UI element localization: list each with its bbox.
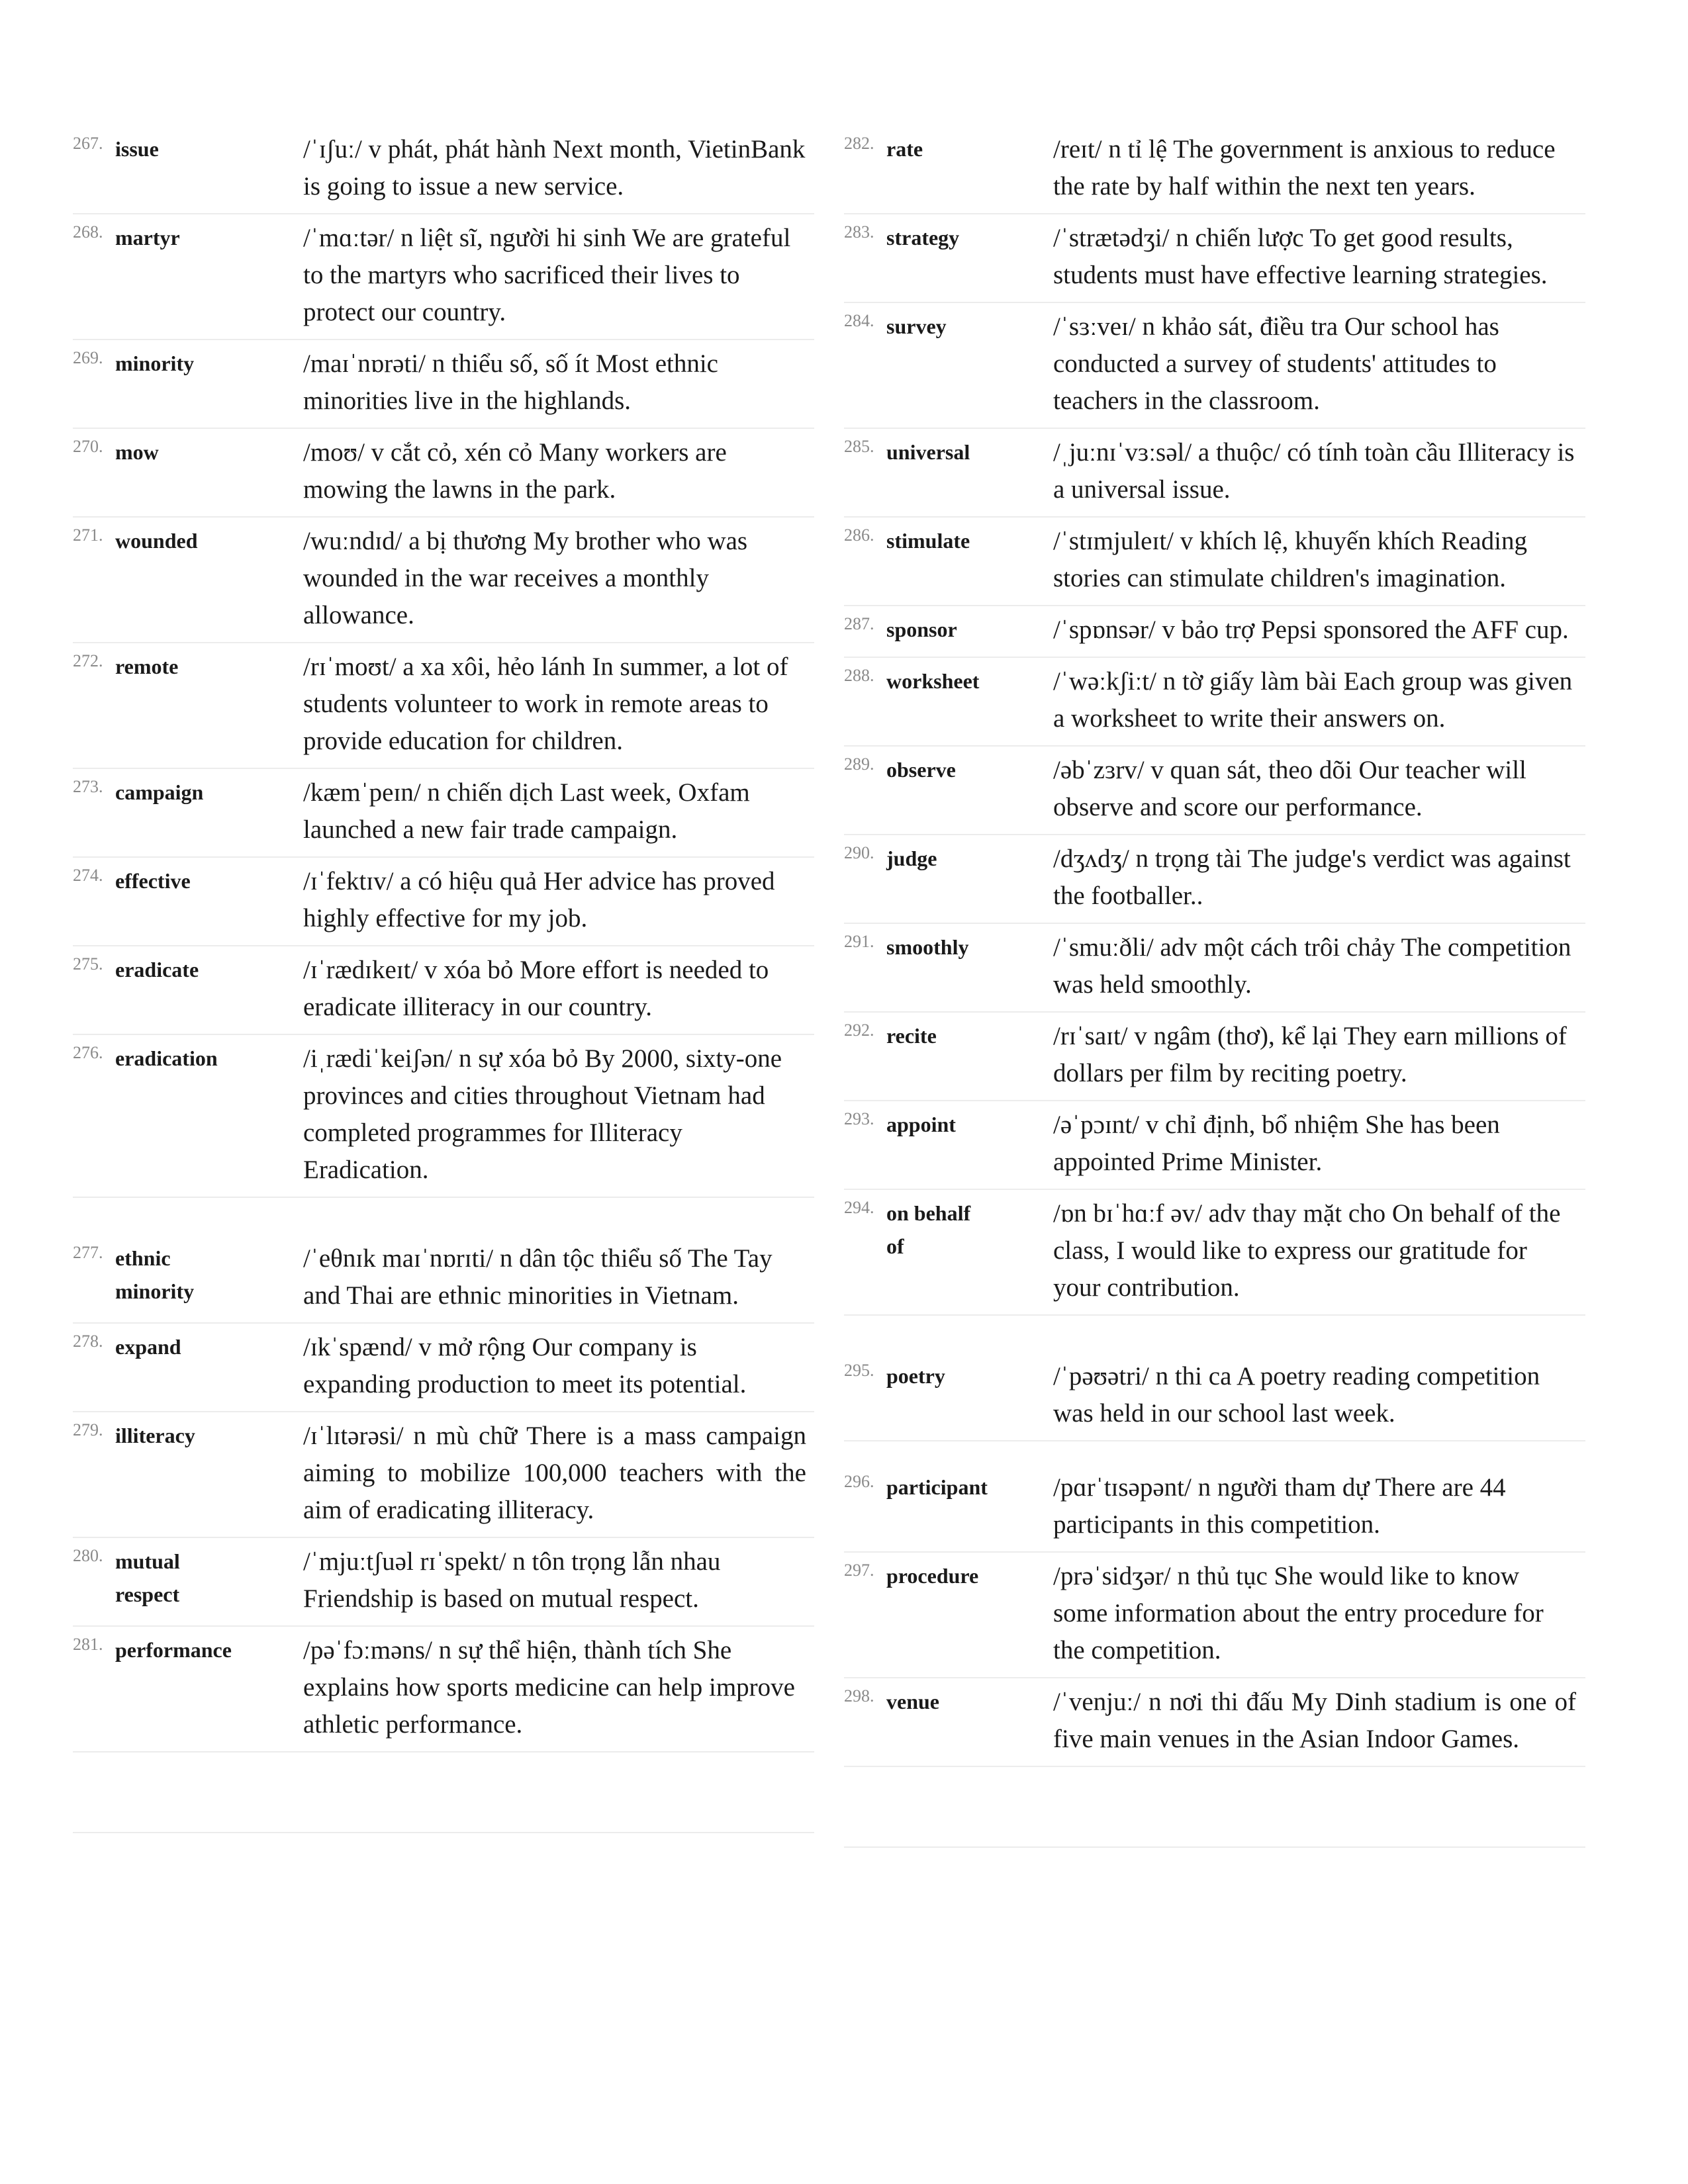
entry-word: rate bbox=[886, 137, 923, 161]
entry-number: 284. bbox=[844, 311, 874, 330]
vocab-entry bbox=[73, 946, 814, 1035]
entry-definition: /ɒn bɪˈhɑːf əv/ adv thay mặt cho On behalf of the class, I would like to express our gratitude for your contribution. bbox=[1053, 1199, 1561, 1302]
divider bbox=[844, 1846, 1585, 1848]
vocab-entry bbox=[73, 518, 814, 643]
entry-number: 296. bbox=[844, 1472, 874, 1491]
entry-definition: /wuːndɪd/ a bị thương My brother who was wounded in the war receives a monthly allowance. bbox=[303, 527, 748, 629]
entry-number: 278. bbox=[73, 1332, 103, 1351]
entry-word: performance bbox=[115, 1638, 232, 1662]
entry-word: issue bbox=[115, 137, 159, 161]
entry-number: 292. bbox=[844, 1021, 874, 1040]
entry-number: 298. bbox=[844, 1686, 874, 1706]
vocab-entry bbox=[844, 1101, 1585, 1190]
entry-definition: /rɪˈmoʊt/ a xa xôi, hẻo lánh In summer, a lot of students volunteer to work in remote areas to provide education for children. bbox=[303, 653, 788, 755]
entry-word: appoint bbox=[886, 1113, 956, 1136]
entry-definition: /ˈmɑːtər/ n liệt sĩ, người hi sinh We are grateful to the martyrs who sacrificed their lives to protect our country. bbox=[303, 224, 791, 326]
vocab-entry bbox=[844, 1190, 1585, 1316]
vocab-entry bbox=[844, 518, 1585, 606]
entry-definition: /ɪˈrædɪkeɪt/ v xóa bỏ More effort is needed to eradicate illiteracy in our country. bbox=[303, 956, 769, 1021]
entry-number: 279. bbox=[73, 1420, 103, 1439]
entry-definition: /ɪkˈspænd/ v mở rộng Our company is expanding production to meet its potential. bbox=[303, 1333, 747, 1398]
vocab-entry bbox=[73, 214, 814, 340]
vocab-entry bbox=[73, 1324, 814, 1412]
entry-number: 295. bbox=[844, 1361, 874, 1380]
vocab-entry bbox=[844, 1553, 1585, 1678]
entry-word: sponsor bbox=[886, 617, 957, 641]
vocab-entry bbox=[844, 126, 1585, 214]
entry-word: participant bbox=[886, 1475, 988, 1499]
left-column bbox=[73, 126, 814, 1833]
entry-definition: /rɪˈsaɪt/ v ngâm (thơ), kể lại They earn millions of dollars per film by reciting poetry. bbox=[1053, 1022, 1567, 1087]
entry-definition: /ˈvenjuː/ n nơi thi đấu My Dinh stadium is one of five main venues in the Asian Indoor Games. bbox=[1053, 1688, 1576, 1753]
entry-number: 272. bbox=[73, 651, 103, 670]
entry-number: 280. bbox=[73, 1546, 103, 1565]
vocab-entry bbox=[73, 429, 814, 518]
entry-definition: /pɑrˈtɪsəpənt/ n người tham dự There are 44 participants in this competition. bbox=[1053, 1473, 1506, 1539]
vocab-entry bbox=[844, 747, 1585, 835]
entry-word: wounded bbox=[115, 529, 198, 553]
vocab-entry bbox=[73, 126, 814, 214]
vocab-entry bbox=[73, 1627, 814, 1752]
entry-definition: /ˈwəːkʃiːt/ n tờ giấy làm bài Each group was given a worksheet to write their answers on. bbox=[1053, 667, 1573, 733]
entry-definition: /ˈsɜːveɪ/ n khảo sát, điều tra Our school has conducted a survey of students' attitudes to teachers in the classroom. bbox=[1053, 312, 1499, 415]
entry-word: mow bbox=[115, 440, 159, 464]
entry-word: judge bbox=[886, 846, 937, 870]
entry-number: 283. bbox=[844, 222, 874, 242]
entry-number: 293. bbox=[844, 1109, 874, 1128]
entry-word: effective bbox=[115, 869, 191, 893]
vocab-entry bbox=[73, 1235, 814, 1324]
entry-number: 285. bbox=[844, 437, 874, 456]
vocab-entry bbox=[73, 643, 814, 769]
entry-word: stimulate bbox=[886, 529, 970, 553]
entry-word: strategy bbox=[886, 226, 960, 250]
entry-number: 277. bbox=[73, 1243, 103, 1262]
entry-word: worksheet bbox=[886, 669, 980, 693]
entry-number: 276. bbox=[73, 1043, 103, 1062]
vocab-entry bbox=[844, 1464, 1585, 1553]
vocab-entry bbox=[844, 606, 1585, 658]
vocab-entry bbox=[844, 1013, 1585, 1101]
entry-word: minority bbox=[115, 351, 195, 375]
entry-definition: /ˌjuːnɪˈvɜːsəl/ a thuộc/ có tính toàn cầu Illiteracy is a universal issue. bbox=[1053, 438, 1575, 504]
divider bbox=[73, 1832, 814, 1833]
entry-number: 274. bbox=[73, 866, 103, 885]
entry-definition: /ˈstrætədʒi/ n chiến lược To get good results, students must have effective learning strategies. bbox=[1053, 224, 1548, 289]
entry-number: 273. bbox=[73, 777, 103, 796]
entry-definition: /maɪˈnɒrəti/ n thiểu số, số ít Most ethnic minorities live in the highlands. bbox=[303, 349, 718, 415]
entry-definition: /dʒʌdʒ/ n trọng tài The judge's verdict was against the footballer.. bbox=[1053, 844, 1571, 910]
entry-word: mutual respect bbox=[115, 1549, 180, 1606]
right-column bbox=[844, 126, 1585, 1848]
entry-word: remote bbox=[115, 655, 179, 678]
entry-word: campaign bbox=[115, 780, 204, 804]
vocab-entry bbox=[844, 924, 1585, 1013]
vocab-entry bbox=[844, 658, 1585, 747]
vocab-entry bbox=[844, 835, 1585, 924]
entry-word: illiteracy bbox=[115, 1424, 195, 1447]
entry-number: 268. bbox=[73, 222, 103, 242]
entry-definition: /ɪˈfektɪv/ a có hiệu quả Her advice has proved highly effective for my job. bbox=[303, 867, 775, 933]
entry-definition: /ˈstɪmjuleɪt/ v khích lệ, khuyến khích Reading stories can stimulate children's imagination. bbox=[1053, 527, 1527, 592]
entry-definition: /ˈɪʃuː/ v phát, phát hành Next month, VietinBank is going to issue a new service. bbox=[303, 135, 806, 201]
entry-number: 291. bbox=[844, 932, 874, 951]
entry-definition: /ˈmjuːtʃuəl rɪˈspekt/ n tôn trọng lẫn nhau Friendship is based on mutual respect. bbox=[303, 1547, 721, 1613]
entry-definition: /ˈspɒnsər/ v bảo trợ Pepsi sponsored the AFF cup. bbox=[1053, 615, 1569, 644]
entry-word: martyr bbox=[115, 226, 180, 250]
entry-definition: /prəˈsidʒər/ n thủ tục She would like to know some information about the entry procedure for the competition. bbox=[1053, 1562, 1544, 1664]
vocab-entry bbox=[73, 340, 814, 429]
entry-word: eradication bbox=[115, 1046, 218, 1070]
entry-number: 297. bbox=[844, 1561, 874, 1580]
vocab-entry bbox=[844, 1353, 1585, 1441]
entry-number: 271. bbox=[73, 525, 103, 545]
entry-definition: /kæmˈpeɪn/ n chiến dịch Last week, Oxfam launched a new fair trade campaign. bbox=[303, 778, 750, 844]
vocab-entry bbox=[844, 303, 1585, 429]
vocab-entry bbox=[73, 858, 814, 946]
vocab-entry bbox=[73, 1035, 814, 1198]
entry-number: 286. bbox=[844, 525, 874, 545]
entry-definition: /ɪˈlɪtərəsi/ n mù chữ There is a mass campaign aiming to mobilize 100,000 teachers with the aim of eradicating illiteracy. bbox=[303, 1422, 806, 1524]
entry-definition: /əˈpɔɪnt/ v chỉ định, bổ nhiệm She has been appointed Prime Minister. bbox=[1053, 1111, 1500, 1176]
entry-word: smoothly bbox=[886, 935, 969, 959]
entry-number: 288. bbox=[844, 666, 874, 685]
entry-definition: /ˈsmuːðli/ adv một cách trôi chảy The competition was held smoothly. bbox=[1053, 933, 1571, 999]
vocab-entry bbox=[844, 429, 1585, 518]
entry-word: procedure bbox=[886, 1564, 979, 1588]
entry-number: 294. bbox=[844, 1198, 874, 1217]
entry-number: 290. bbox=[844, 843, 874, 862]
entry-word: on behalf of bbox=[886, 1201, 971, 1258]
entry-definition: /pəˈfɔːməns/ n sự thể hiện, thành tích She explains how sports medicine can help improve athletic performance. bbox=[303, 1636, 795, 1739]
vocab-entry bbox=[73, 1412, 814, 1538]
entry-number: 289. bbox=[844, 754, 874, 774]
entry-number: 269. bbox=[73, 348, 103, 367]
entry-definition: /moʊ/ v cắt cỏ, xén cỏ Many workers are mowing the lawns in the park. bbox=[303, 438, 727, 504]
entry-definition: /ˈeθnɪk maɪˈnɒrɪti/ n dân tộc thiểu số The Tay and Thai are ethnic minorities in Vietnam. bbox=[303, 1244, 773, 1310]
entry-word: venue bbox=[886, 1690, 939, 1713]
entry-word: universal bbox=[886, 440, 970, 464]
entry-number: 267. bbox=[73, 134, 103, 153]
entry-word: survey bbox=[886, 314, 947, 338]
entry-definition: /ˈpəʊətri/ n thi ca A poetry reading competition was held in our school last week. bbox=[1053, 1362, 1540, 1428]
entry-word: observe bbox=[886, 758, 956, 782]
entry-definition: /reɪt/ n tỉ lệ The government is anxious to reduce the rate by half within the next ten years. bbox=[1053, 135, 1556, 201]
entry-definition: /əbˈzɜrv/ v quan sát, theo dõi Our teacher will observe and score our performance. bbox=[1053, 756, 1526, 821]
entry-word: eradicate bbox=[115, 958, 199, 981]
entry-number: 270. bbox=[73, 437, 103, 456]
entry-number: 282. bbox=[844, 134, 874, 153]
entry-number: 281. bbox=[73, 1635, 103, 1654]
entry-word: ethnic minority bbox=[115, 1246, 195, 1303]
entry-number: 275. bbox=[73, 954, 103, 974]
entry-word: recite bbox=[886, 1024, 937, 1048]
entry-number: 287. bbox=[844, 614, 874, 633]
vocab-entry bbox=[73, 1538, 814, 1627]
entry-word: poetry bbox=[886, 1364, 945, 1388]
entry-word: expand bbox=[115, 1335, 181, 1359]
vocab-entry bbox=[844, 1678, 1585, 1767]
entry-definition: /iˌrædiˈkeiʃən/ n sự xóa bỏ By 2000, sixty-one provinces and cities throughout Vietnam had completed programmes for Illiteracy Eradication. bbox=[303, 1044, 782, 1184]
vocab-entry bbox=[844, 214, 1585, 303]
vocab-entry bbox=[73, 769, 814, 858]
